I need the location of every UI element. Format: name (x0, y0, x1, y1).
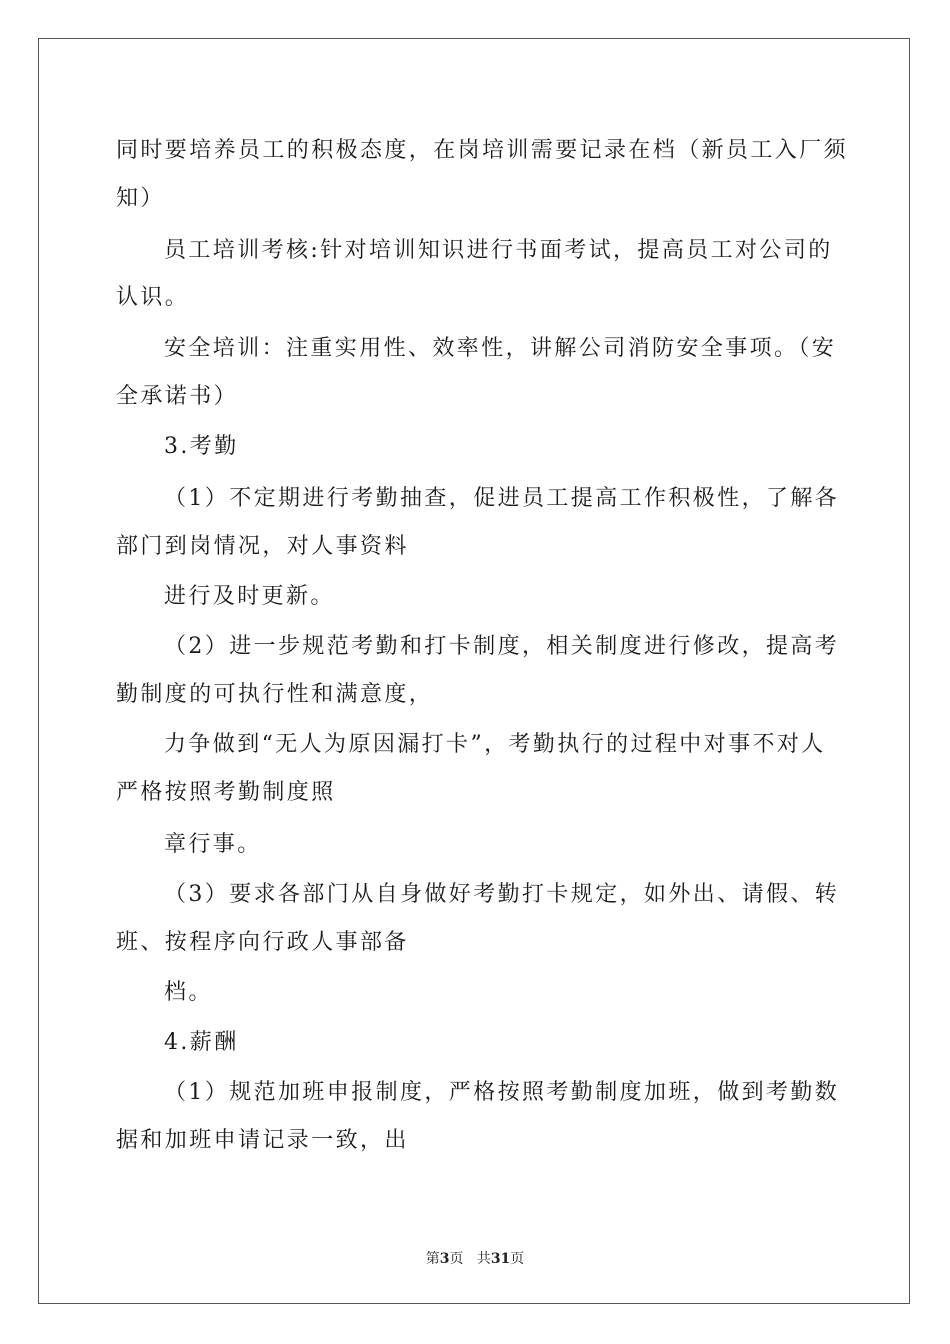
total-prefix: 共 (476, 1251, 491, 1267)
text-line: 进行及时更新。 (164, 584, 335, 609)
total-pages: 31 (490, 1251, 511, 1267)
text-line: （3）要求各部门从自身做好考勤打卡规定，如外出、请假、转 (164, 882, 840, 907)
text-line: 勤制度的可执行性和满意度， (116, 682, 434, 707)
text-line: 全承诺书） (116, 384, 239, 409)
text-line: 安全培训：注重实用性、效率性，讲解公司消防安全事项。（安 (164, 336, 837, 361)
text-line: （1）不定期进行考勤抽查，促进员工提高工作积极性，了解各 (164, 486, 840, 511)
page-prefix: 第 (425, 1251, 440, 1267)
text-line: 档。 (164, 980, 213, 1005)
text-line: 严格按照考勤制度照 (116, 780, 336, 805)
text-line: 据和加班申请记录一致，出 (116, 1128, 409, 1153)
text-line: （1）规范加班申报制度，严格按照考勤制度加班，做到考勤数 (164, 1080, 840, 1105)
page-suffix: 页 (449, 1251, 464, 1267)
text-line: 认识。 (116, 285, 190, 310)
text-line: （2）进一步规范考勤和打卡制度，相关制度进行修改，提高考 (164, 634, 840, 659)
text-line: 员工培训考核:针对培训知识进行书面考试，提高员工对公司的 (164, 238, 833, 263)
section-heading: 4.薪酬 (164, 1030, 239, 1055)
text-line: 力争做到“无人为原因漏打卡”，考勤执行的过程中对事不对人 (164, 732, 826, 757)
text-line: 班、按程序向行政人事部备 (116, 930, 409, 955)
text-line: 同时要培养员工的积极态度，在岗培训需要记录在档（新员工入厂须 (116, 138, 849, 163)
page-number: 3 (439, 1251, 450, 1267)
total-suffix: 页 (510, 1251, 525, 1267)
section-heading: 3.考勤 (164, 434, 239, 459)
text-line: 知） (116, 186, 165, 211)
text-line: 章行事。 (164, 832, 262, 857)
text-line: 部门到岗情况，对人事资料 (116, 534, 409, 559)
page-footer (0, 1248, 950, 1268)
